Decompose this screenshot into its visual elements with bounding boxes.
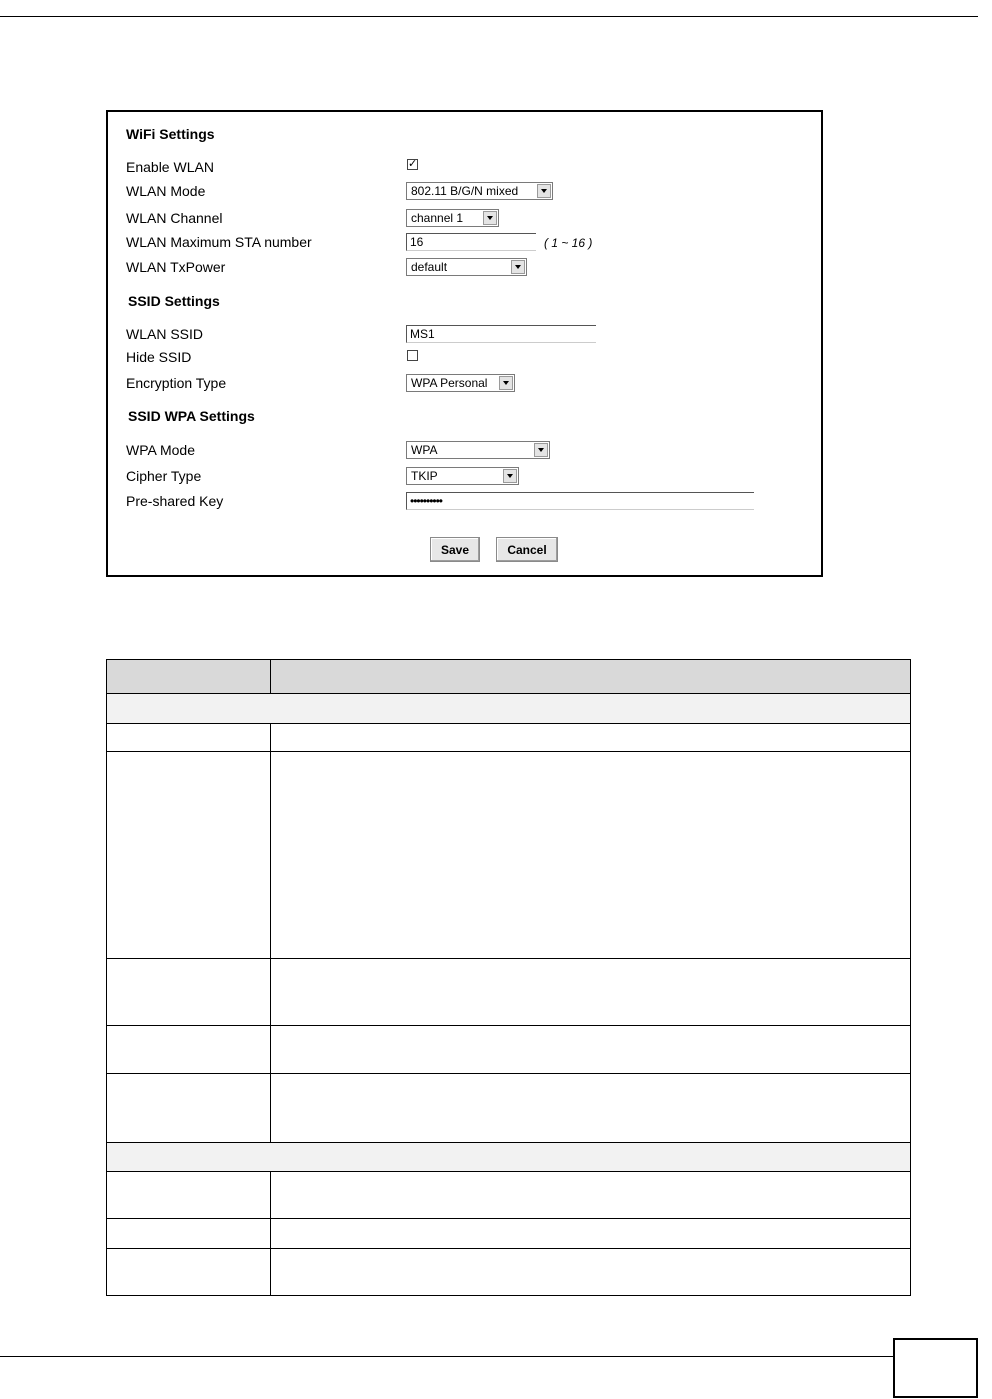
encryption-type-value: WPA Personal: [411, 376, 488, 390]
footer-rule: [0, 1356, 893, 1357]
chevron-down-icon: [511, 260, 525, 274]
pre-shared-key-label: Pre-shared Key: [126, 493, 224, 509]
chevron-down-icon: [537, 184, 551, 198]
wifi-settings-heading: WiFi Settings: [126, 126, 215, 142]
enable-wlan-checkbox[interactable]: ✓: [408, 158, 418, 170]
encryption-type-select[interactable]: [406, 374, 515, 392]
wlan-mode-value: 802.11 B/G/N mixed: [411, 184, 519, 198]
cancel-button[interactable]: Cancel: [496, 537, 558, 562]
table-cell: [107, 1074, 271, 1143]
chevron-down-icon: [483, 211, 497, 225]
table-row: [107, 1249, 911, 1296]
table-cell: [271, 1249, 911, 1296]
field-description-table: [106, 659, 911, 1296]
table-cell: [107, 1026, 271, 1074]
chevron-down-icon: [503, 469, 517, 483]
wlan-ssid-input[interactable]: MS1: [406, 325, 596, 343]
table-cell: [107, 1172, 271, 1219]
enable-wlan-label: Enable WLAN: [126, 159, 214, 175]
table-cell: [271, 752, 911, 959]
header-rule: [0, 16, 978, 17]
table-row: [107, 1172, 911, 1219]
encryption-type-label: Encryption Type: [126, 375, 227, 391]
table-section-cell: [107, 694, 911, 724]
table-cell: [107, 959, 271, 1026]
table-cell: [271, 1074, 911, 1143]
table-cell: [107, 1249, 271, 1296]
txpower-select[interactable]: [406, 258, 527, 276]
wlan-ssid-label: WLAN SSID: [126, 326, 204, 342]
table-row: [107, 752, 911, 959]
table-cell: [107, 1219, 271, 1249]
table-header-row: [107, 660, 911, 694]
table-cell: [271, 724, 911, 752]
table-row: [107, 1219, 911, 1249]
cipher-type-label: Cipher Type: [126, 468, 202, 484]
table-cell: [271, 1172, 911, 1219]
wpa-mode-label: WPA Mode: [126, 442, 195, 458]
table-cell: [271, 959, 911, 1026]
table-cell: [271, 1026, 911, 1074]
wlan-mode-select[interactable]: [406, 182, 553, 200]
wpa-mode-select[interactable]: [406, 441, 550, 459]
txpower-label: WLAN TxPower: [126, 259, 226, 275]
wifi-settings-panel: [106, 110, 823, 577]
wlan-mode-label: WLAN Mode: [126, 183, 206, 199]
ssid-settings-heading: SSID Settings: [128, 293, 220, 309]
table-cell: [107, 724, 271, 752]
wpa-mode-value: WPA: [411, 443, 438, 457]
table-row: [107, 1026, 911, 1074]
txpower-value: default: [411, 260, 448, 274]
chevron-down-icon: [499, 376, 513, 390]
hide-ssid-label: Hide SSID: [126, 349, 192, 365]
pre-shared-key-input[interactable]: ••••••••••: [406, 492, 754, 510]
table-section-cell: [107, 1143, 911, 1172]
table-cell: [271, 1219, 911, 1249]
hide-ssid-checkbox[interactable]: [407, 350, 418, 361]
wlan-channel-select[interactable]: [406, 209, 499, 227]
cipher-type-value: TKIP: [411, 469, 438, 483]
table-row: [107, 1074, 911, 1143]
wlan-channel-label: WLAN Channel: [126, 210, 223, 226]
max-sta-label: WLAN Maximum STA number: [126, 234, 312, 250]
wlan-channel-value: channel 1: [411, 211, 464, 225]
table-section-row: [107, 694, 911, 724]
table-header-cell: [271, 660, 911, 694]
table-cell: [107, 752, 271, 959]
save-button[interactable]: Save: [430, 537, 480, 562]
table-header-cell: [107, 660, 271, 694]
page-number-box: [893, 1338, 978, 1398]
wpa-settings-heading: SSID WPA Settings: [128, 408, 255, 424]
max-sta-input[interactable]: 16: [406, 233, 536, 251]
table-row: [107, 724, 911, 752]
table-section-row: [107, 1143, 911, 1172]
max-sta-range-hint: ( 1 ~ 16 ): [544, 236, 593, 250]
table-row: [107, 959, 911, 1026]
chevron-down-icon: [534, 443, 548, 457]
cipher-type-select[interactable]: [406, 467, 519, 485]
